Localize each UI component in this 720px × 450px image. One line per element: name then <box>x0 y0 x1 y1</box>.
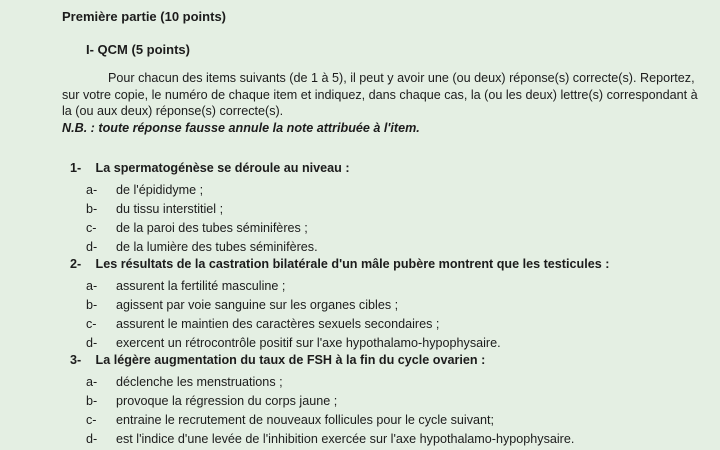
option-text: exercent un rétrocontrôle positif sur l'axe hypothalamo-hypophysaire. <box>116 336 501 350</box>
option-b <box>70 296 710 315</box>
option-text: assurent la fertilité masculine ; <box>116 279 286 293</box>
option-c <box>70 219 710 238</box>
option-letter: a- <box>86 375 98 389</box>
option-text: de l'épididyme ; <box>116 183 204 197</box>
question-number: 2- <box>70 257 82 271</box>
question-text: La légère augmentation du taux de FSH à la fin du cycle ovarien : <box>95 353 486 367</box>
option-letter: a- <box>86 279 98 293</box>
option-b <box>70 200 710 219</box>
option-letter: c- <box>86 221 97 235</box>
option-letter: c- <box>86 413 97 427</box>
note-text: N.B. : toute réponse fausse annule la note attribuée à l'item. <box>62 120 420 135</box>
option-text: assurent le maintien des caractères sexuels secondaires ; <box>116 317 440 331</box>
option-b <box>70 392 710 411</box>
option-text: entraine le recrutement de nouveaux follicules pour le cycle suivant; <box>116 413 495 427</box>
option-d <box>70 430 710 449</box>
option-c <box>70 315 710 334</box>
option-letter: d- <box>86 336 98 350</box>
option-letter: a- <box>86 183 98 197</box>
question-title <box>70 256 710 273</box>
question-title <box>70 160 710 177</box>
option-c <box>70 411 710 430</box>
question-text: Les résultats de la castration bilatérale d'un mâle pubère montrent que les testicules : <box>95 257 610 271</box>
option-text: agissent par voie sanguine sur les organes cibles ; <box>116 298 399 312</box>
option-text: de la paroi des tubes séminifères ; <box>116 221 308 235</box>
part-title: Première partie (10 points) <box>62 9 226 24</box>
question-title <box>70 352 710 369</box>
option-text: déclenche les menstruations ; <box>116 375 283 389</box>
question-number: 1- <box>70 161 82 175</box>
section-title: I- QCM (5 points) <box>86 42 190 57</box>
option-text: de la lumière des tubes séminifères. <box>116 240 318 254</box>
instructions-text: Pour chacun des items suivants (de 1 à 5), il peut y avoir une (ou deux) réponse(s) correcte(s). Reportez, sur votre copie, le numéro de chaque item et indiquez, dans chaque cas, la (ou les deux) lettre(s) correspondant à la (ou aux deux) réponse(s) correcte(s). <box>62 71 698 118</box>
option-a <box>70 181 710 200</box>
question-2 <box>70 256 710 353</box>
question-3 <box>70 352 710 449</box>
option-text: provoque la régression du corps jaune ; <box>116 394 338 408</box>
option-text: du tissu interstitiel ; <box>116 202 224 216</box>
question-1 <box>70 160 710 257</box>
question-text: La spermatogénèse se déroule au niveau : <box>95 161 350 175</box>
option-text: est l'indice d'une levée de l'inhibition exercée sur l'axe hypothalamo-hypophysaire. <box>116 432 575 446</box>
option-letter: d- <box>86 432 98 446</box>
option-d <box>70 334 710 353</box>
instructions-block <box>62 70 702 136</box>
option-letter: d- <box>86 240 98 254</box>
option-d <box>70 238 710 257</box>
option-a <box>70 277 710 296</box>
question-number: 3- <box>70 353 82 367</box>
option-letter: b- <box>86 394 98 408</box>
option-letter: b- <box>86 298 98 312</box>
option-letter: b- <box>86 202 98 216</box>
option-a <box>70 373 710 392</box>
option-letter: c- <box>86 317 97 331</box>
